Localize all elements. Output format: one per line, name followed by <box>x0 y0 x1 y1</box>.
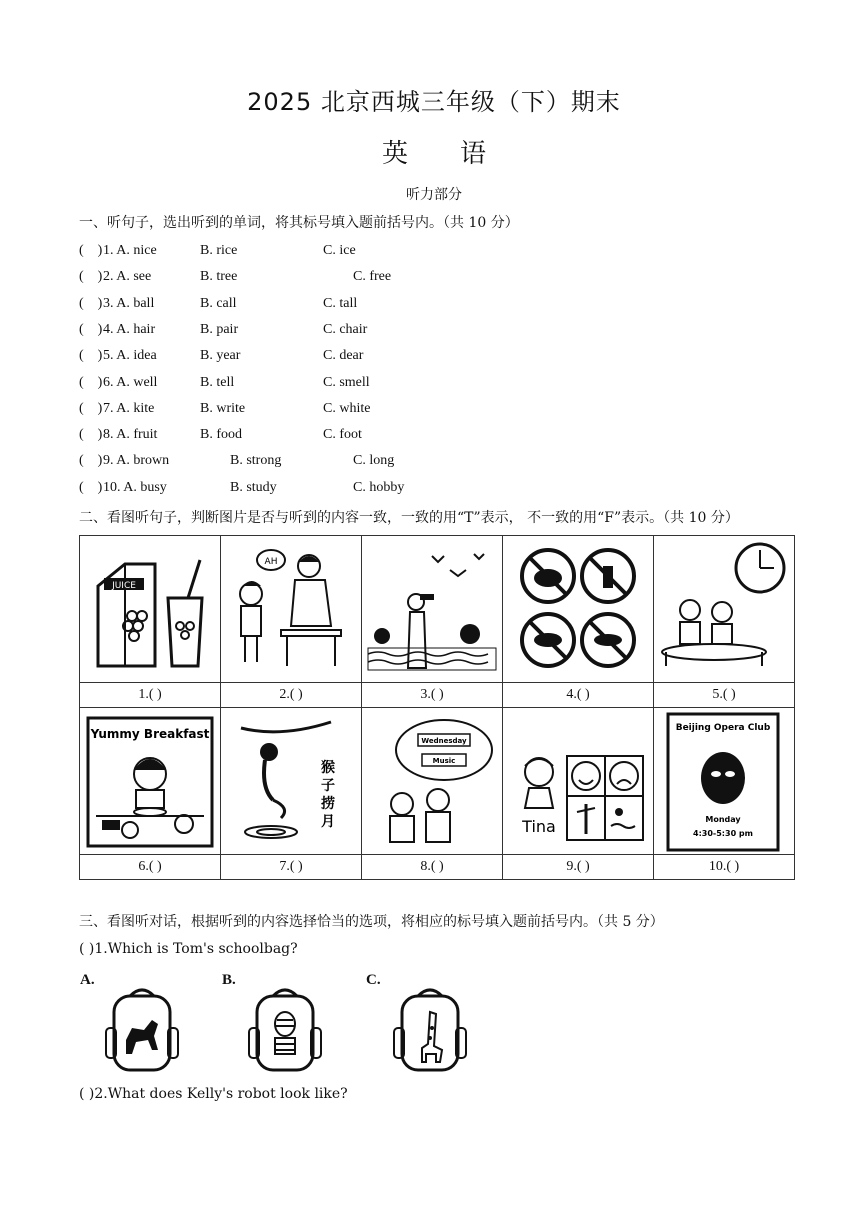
opera-poster-title: Beijing Opera Club <box>675 723 771 733</box>
option-a: 2. A. see <box>103 269 152 285</box>
answer-paren[interactable]: ( ) <box>79 295 103 311</box>
part2-picture-table <box>79 535 795 880</box>
part1-question-5 <box>79 348 579 368</box>
schoolbag-horse <box>102 984 182 1074</box>
option-b: B. study <box>230 479 277 495</box>
part3-heading: 三、看图听对话，根据听到的内容选择恰当的选项，将相应的标号填入题前括号内。（共 5 分） <box>79 914 664 930</box>
caption-5: 5.( ) <box>654 683 795 708</box>
caption-8: 8.( ) <box>362 855 503 880</box>
option-c: C. hobby <box>353 479 405 495</box>
picture-3-birdwatcher <box>362 536 503 683</box>
caption-2: 2.( ) <box>221 683 362 708</box>
option-b: B. rice <box>200 243 238 258</box>
picture-10-opera-poster <box>654 708 795 855</box>
monkey-char-4: 月 <box>321 814 335 830</box>
option-a: 6. A. well <box>103 374 158 390</box>
option-a: 5. A. idea <box>103 348 157 364</box>
picture-6-breakfast <box>80 708 221 855</box>
monkey-char-1: 猴 <box>321 760 335 776</box>
option-c: C. white <box>323 400 371 416</box>
part2-heading: 二、看图听句子，判断图片是否与听到的内容一致，一致的用“T”表示， 不一致的用“F”表示。（共 10 分） <box>79 510 739 526</box>
option-c: C. tall <box>323 295 358 311</box>
answer-paren[interactable]: ( ) <box>79 374 103 390</box>
opera-poster-day: Monday <box>705 815 741 824</box>
answer-paren[interactable]: ( ) <box>79 243 103 258</box>
part1-question-9 <box>79 453 579 473</box>
option-c: C. ice <box>323 243 356 258</box>
tina-name: Tina <box>522 817 556 836</box>
picture-8-schedule-talk <box>362 708 503 855</box>
part1-question-6 <box>79 375 579 395</box>
subject-char-1: 英 <box>381 139 408 169</box>
schoolbag-zebra <box>245 984 325 1074</box>
option-c: C. smell <box>323 374 370 390</box>
option-b-label: B. <box>222 972 236 988</box>
option-a: 9. A. brown <box>103 453 170 469</box>
answer-paren[interactable]: ( ) <box>79 427 103 443</box>
music-label: Music <box>432 757 456 765</box>
exam-title: 2025 北京西城三年级（下）期末 <box>247 88 621 116</box>
option-b: B. tell <box>200 374 235 390</box>
schoolbag-giraffe <box>390 984 470 1074</box>
subject-title <box>0 133 868 170</box>
option-b: B. year <box>200 348 241 364</box>
ah-bubble-text: AH <box>264 557 278 567</box>
answer-paren[interactable]: ( ) <box>79 269 103 285</box>
opera-poster-time: 4:30-5:30 pm <box>693 829 753 838</box>
option-a: 8. A. fruit <box>103 427 158 443</box>
wednesday-label: Wednesday <box>421 737 467 745</box>
option-b: B. pair <box>200 321 239 337</box>
option-b: B. write <box>200 400 246 416</box>
answer-paren[interactable]: ( ) <box>79 479 103 495</box>
option-a: 7. A. kite <box>103 400 155 416</box>
option-a: 4. A. hair <box>103 321 156 337</box>
answer-paren[interactable]: ( ) <box>79 400 103 416</box>
caption-7: 7.( ) <box>221 855 362 880</box>
picture-5-clock-children <box>654 536 795 683</box>
option-a: 10. A. busy <box>103 479 167 495</box>
caption-4: 4.( ) <box>503 683 654 708</box>
option-a: 1. A. nice <box>103 243 157 258</box>
picture-2-doctor <box>221 536 362 683</box>
caption-6: 6.( ) <box>80 855 221 880</box>
option-c: C. dear <box>323 348 364 364</box>
option-a: 3. A. ball <box>103 295 155 311</box>
option-c: C. chair <box>323 321 368 337</box>
option-c-label: C. <box>366 972 381 988</box>
option-b: B. strong <box>230 453 282 469</box>
part3-question-2: ( )2.What does Kelly's robot look like? <box>79 1086 348 1102</box>
part1-question-8 <box>79 427 579 447</box>
option-b: B. food <box>200 427 242 443</box>
part1-question-3 <box>79 296 579 316</box>
subject-char-2: 语 <box>460 139 487 169</box>
monkey-char-2: 子 <box>321 778 335 794</box>
option-c: C. free <box>353 269 392 285</box>
part1-question-1 <box>79 243 579 263</box>
option-b: B. tree <box>200 269 238 285</box>
picture-1-juice <box>80 536 221 683</box>
part1-heading: 一、听句子，选出听到的单词，将其标号填入题前括号内。（共 10 分） <box>79 215 519 231</box>
caption-9: 9.( ) <box>503 855 654 880</box>
caption-10: 10.( ) <box>654 855 795 880</box>
option-c: C. long <box>353 453 395 469</box>
option-c: C. foot <box>323 427 362 443</box>
part1-question-10 <box>79 480 579 500</box>
picture-4-no-animals-signs <box>503 536 654 683</box>
part1-question-2 <box>79 269 579 289</box>
monkey-char-3: 捞 <box>321 796 335 812</box>
answer-paren[interactable]: ( ) <box>79 453 103 469</box>
monkey-caption-vertical <box>321 759 340 830</box>
caption-1: 1.( ) <box>80 683 221 708</box>
part1-question-7 <box>79 401 579 421</box>
answer-paren[interactable]: ( ) <box>79 321 103 337</box>
part1-question-4 <box>79 322 579 342</box>
section-label: 听力部分 <box>406 187 462 203</box>
picture-9-tina-feelings <box>503 708 654 855</box>
option-a-label: A. <box>80 972 95 988</box>
juice-label: JUICE <box>112 581 136 591</box>
picture-7-monkey <box>221 708 362 855</box>
answer-paren[interactable]: ( ) <box>79 348 103 364</box>
caption-3: 3.( ) <box>362 683 503 708</box>
part3-question-1: ( )1.Which is Tom's schoolbag? <box>79 941 298 957</box>
breakfast-sign: Yummy Breakfast <box>90 727 210 741</box>
option-b: B. call <box>200 295 237 311</box>
